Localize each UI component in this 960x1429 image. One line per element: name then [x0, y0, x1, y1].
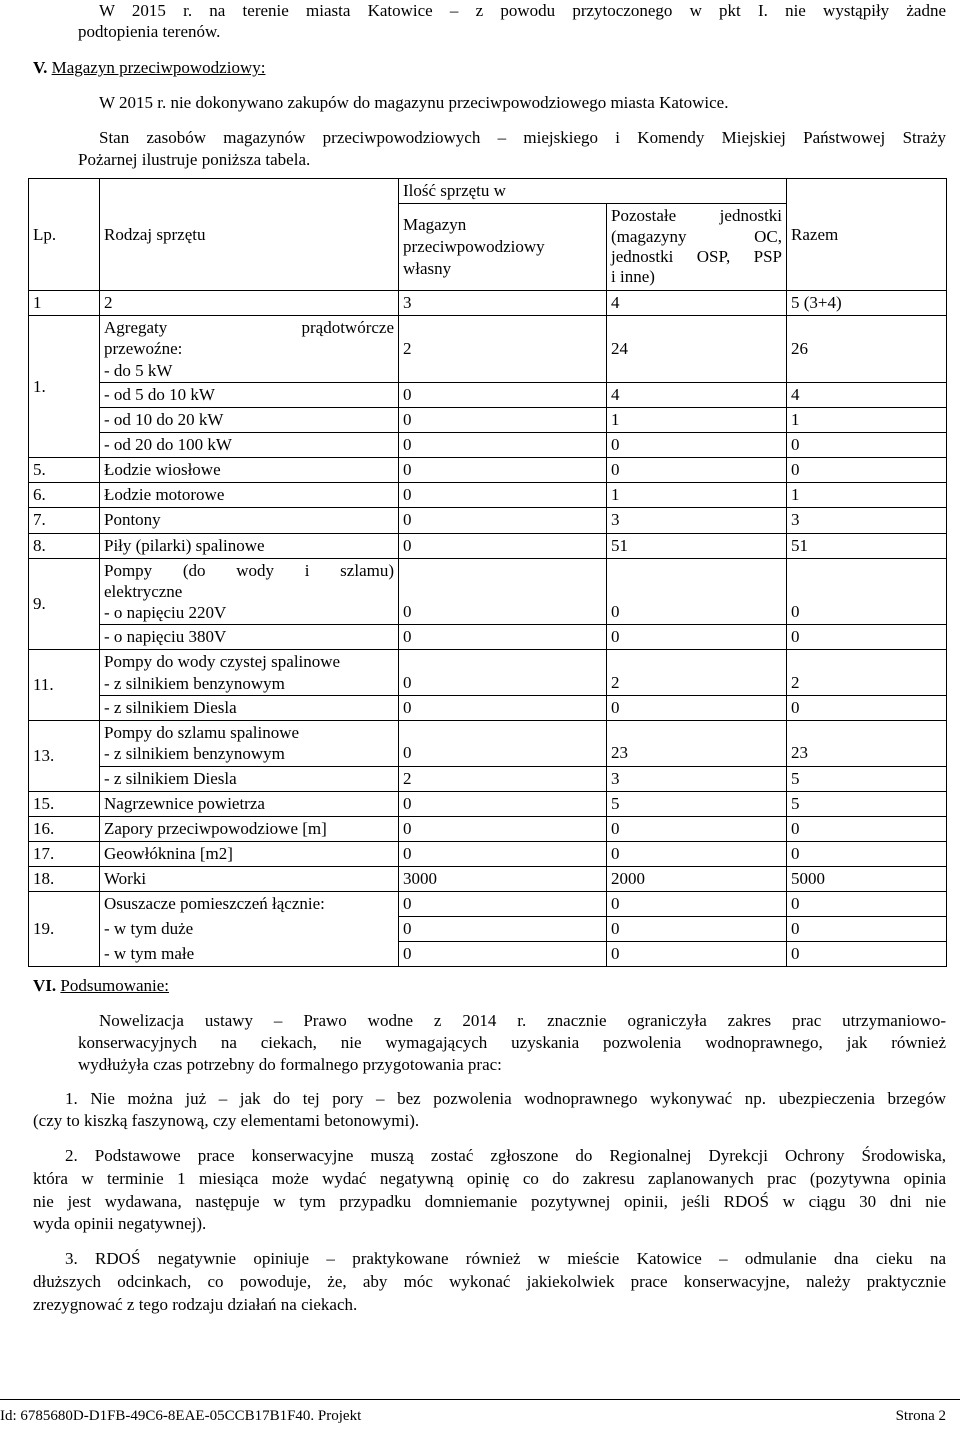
row-raz: 4 [787, 382, 947, 407]
row-raz: 2 [787, 650, 947, 696]
row-mag: 2 [399, 316, 607, 383]
header-pozostale-l2: (magazyny OC, [611, 226, 783, 246]
table-row [29, 408, 947, 433]
row-raz: 0 [787, 841, 947, 866]
row-raz: 0 [787, 433, 947, 458]
header-pozostale-l3: jednostki OSP, PSP [611, 247, 783, 267]
header-magazyn-l1: Magazyn [403, 214, 467, 234]
col-number: 2 [100, 291, 399, 316]
table-header-row [29, 179, 947, 204]
table-row [29, 721, 947, 767]
pompy-czysta-title: Pompy do wody czystej spalinowe [104, 652, 341, 672]
pompy-czysta-sub-name: - z silnikiem benzynowym [104, 673, 285, 693]
section-6-p3-line-4: wyda opinii negatywnej). [33, 1214, 207, 1233]
section-6-p3-line-2: która w terminie 1 miesiąca może wydać negatywną opinię co do zakresu zaplanowanych prac (pozytywna opinia [33, 1169, 946, 1188]
row-raz: 0 [787, 458, 947, 483]
agregaty-title-l1: Agregaty prądotwórcze [104, 318, 394, 338]
row-poz: 3 [607, 508, 787, 533]
row-poz: 0 [607, 433, 787, 458]
section-6-p2-line-1: 1. Nie można już – jak do tej pory – bez pozwolenia wodnoprawnego wykonywać np. ubezpieczenia brzegów [65, 1089, 946, 1108]
row-mag: 0 [399, 508, 607, 533]
row-poz: 23 [607, 721, 787, 767]
page-footer [0, 1399, 960, 1429]
table-row [29, 458, 947, 483]
section-6-p3-line-3: nie jest wydawana, następuje w tym przypadku domniemanie pozytywnej opinii, jeśli RDOŚ w ciągu 30 dni nie [33, 1192, 946, 1211]
pompy-el-sub-name: - o napięciu 220V [104, 603, 227, 623]
col-number: 5 (3+4) [787, 291, 947, 316]
pompy-el-title-l2: elektryczne [104, 581, 183, 601]
row-lp: 5. [29, 458, 100, 483]
row-raz: 26 [787, 316, 947, 383]
row-mag: 0 [399, 408, 607, 433]
row-name: - od 10 do 20 kW [100, 408, 399, 433]
table-row [29, 917, 947, 942]
row-raz: 1 [787, 483, 947, 508]
row-mag: 0 [399, 382, 607, 407]
row-lp: 9. [29, 558, 100, 650]
table-row [29, 791, 947, 816]
row-poz: 0 [607, 942, 787, 967]
header-magazyn-l3: własny [403, 259, 452, 279]
section-6-number: VI. [33, 976, 57, 995]
row-poz: 1 [607, 483, 787, 508]
row-mag: 0 [399, 695, 607, 720]
row-poz: 24 [607, 316, 787, 383]
row-mag: 0 [399, 625, 607, 650]
row-lp: 1. [29, 316, 100, 458]
pompy-szlam-title: Pompy do szlamu spalinowe [104, 723, 300, 743]
row-poz: 5 [607, 791, 787, 816]
table-row [29, 316, 947, 383]
row-poz: 0 [607, 917, 787, 942]
row-poz: 2 [607, 650, 787, 696]
row-raz: 1 [787, 408, 947, 433]
row-raz: 0 [787, 625, 947, 650]
row-mag: 0 [399, 841, 607, 866]
table-row [29, 650, 947, 696]
table-row [29, 942, 947, 967]
pompy-szlam-sub-name: - z silnikiem benzynowym [104, 744, 285, 764]
section-6-p1-line-1: Nowelizacja ustawy – Prawo wodne z 2014 r. znacznie ograniczyła zakres prac utrzymaniowo- [99, 1011, 946, 1030]
row-raz: 5 [787, 766, 947, 791]
section-6-title: Podsumowanie: [60, 976, 170, 995]
row-mag: 0 [399, 942, 607, 967]
section-6-p3-line-1: 2. Podstawowe prace konserwacyjne muszą zostać zgłoszone do Regionalnej Dyrekcji Ochrony Środowiska, [65, 1146, 946, 1165]
row-raz: 0 [787, 816, 947, 841]
row-raz: 0 [787, 942, 947, 967]
row-poz: 3 [607, 766, 787, 791]
row-lp: 18. [29, 866, 100, 891]
row-poz: 0 [607, 625, 787, 650]
section-5-para-1: W 2015 r. nie dokonywano zakupów do magazynu przeciwpowodziowego miasta Katowice. [99, 93, 729, 112]
header-lp: Lp. [29, 179, 100, 291]
row-poz: 4 [607, 382, 787, 407]
table-row [29, 866, 947, 891]
row-poz: 0 [607, 816, 787, 841]
footer-page-number: Strona 2 [895, 1408, 946, 1424]
row-name: Geowłóknina [m2] [100, 841, 399, 866]
header-pozostale [607, 204, 787, 291]
row-raz: 0 [787, 917, 947, 942]
table-row [29, 841, 947, 866]
row-poz: 1 [607, 408, 787, 433]
header-rodzaj: Rodzaj sprzętu [100, 179, 399, 291]
row-raz: 5000 [787, 866, 947, 891]
header-pozostale-l4: i inne) [611, 267, 655, 287]
row-mag: 0 [399, 721, 607, 767]
row-name [100, 721, 399, 767]
row-lp: 6. [29, 483, 100, 508]
section-6-p2-line-2: (czy to kiszką faszynową, czy elementami betonowymi). [33, 1111, 420, 1130]
row-lp: 15. [29, 791, 100, 816]
col-number: 1 [29, 291, 100, 316]
row-name: - od 20 do 100 kW [100, 433, 399, 458]
row-name: Piły (pilarki) spalinowe [100, 533, 399, 558]
row-raz: 51 [787, 533, 947, 558]
header-magazyn-l2: przeciwpowodziowy [403, 237, 545, 257]
row-raz: 0 [787, 892, 947, 917]
row-raz: 0 [787, 558, 947, 625]
row-lp: 7. [29, 508, 100, 533]
table-row [29, 558, 947, 625]
header-ilosc: Ilość sprzętu w [399, 179, 787, 204]
row-raz: 3 [787, 508, 947, 533]
section-6-p4-line-3: zrezygnować z tego rodzaju działań na ciekach. [33, 1295, 358, 1314]
row-mag: 0 [399, 650, 607, 696]
pompy-el-title-l1: Pompy (do wody i szlamu) [104, 560, 394, 580]
section-5-title: Magazyn przeciwpowodziowy: [51, 58, 266, 77]
row-name [100, 558, 399, 625]
row-lp: 16. [29, 816, 100, 841]
row-name: - w tym małe [100, 942, 399, 967]
table-row [29, 533, 947, 558]
table-row [29, 483, 947, 508]
row-poz: 2000 [607, 866, 787, 891]
footer-id: Id: 6785680D-D1FB-49C6-8EAE-05CCB17B1F40. Projekt [0, 1408, 362, 1424]
row-lp: 19. [29, 892, 100, 967]
section-6-p4-line-1: 3. RDOŚ negatywnie opiniuje – praktykowane również w mieście Katowice – odmulanie dna cieku na [65, 1249, 946, 1268]
section-5-number: V. [33, 58, 48, 77]
row-mag: 0 [399, 816, 607, 841]
row-raz: 23 [787, 721, 947, 767]
row-poz: 0 [607, 841, 787, 866]
row-poz: 0 [607, 892, 787, 917]
row-raz: 5 [787, 791, 947, 816]
row-name [100, 650, 399, 696]
section-5-para-2-line-2: Pożarnej ilustruje poniższa tabela. [78, 150, 311, 169]
row-mag: 2 [399, 766, 607, 791]
row-name: - z silnikiem Diesla [100, 766, 399, 791]
row-mag: 0 [399, 433, 607, 458]
row-mag: 0 [399, 892, 607, 917]
table-row [29, 816, 947, 841]
table-row [29, 766, 947, 791]
row-poz: 0 [607, 695, 787, 720]
row-poz: 0 [607, 558, 787, 625]
row-name: Osuszacze pomieszczeń łącznie: [100, 892, 399, 917]
section-5-para-2-line-1: Stan zasobów magazynów przeciwpowodziowych – miejskiego i Komendy Miejskiej Państwowej Straży [99, 128, 946, 147]
row-mag: 3000 [399, 866, 607, 891]
intro-line-2: podtopienia terenów. [78, 22, 221, 41]
row-name: - w tym duże [100, 917, 399, 942]
row-mag: 0 [399, 483, 607, 508]
section-6-p4-line-2: dłuższych odcinkach, co powoduje, że, aby móc wykonać jakiekolwiek prace konserwacyjne, należy praktycznie [33, 1272, 946, 1291]
row-name: - o napięciu 380V [100, 625, 399, 650]
section-5-heading [33, 57, 265, 79]
col-number: 4 [607, 291, 787, 316]
table-row [29, 382, 947, 407]
row-mag: 0 [399, 791, 607, 816]
row-mag: 0 [399, 917, 607, 942]
row-lp: 17. [29, 841, 100, 866]
section-6-p1-line-3: wydłużyła czas potrzebny do formalnego przygotowania prac: [78, 1055, 502, 1074]
row-name: - z silnikiem Diesla [100, 695, 399, 720]
col-number: 3 [399, 291, 607, 316]
row-name: Pontony [100, 508, 399, 533]
table-row [29, 892, 947, 917]
row-name: Zapory przeciwpowodziowe [m] [100, 816, 399, 841]
table-row [29, 291, 947, 316]
row-poz: 51 [607, 533, 787, 558]
header-razem: Razem [787, 179, 947, 291]
row-name: - od 5 do 10 kW [100, 382, 399, 407]
section-6-p1-line-2: konserwacyjnych na ciekach, nie wymagających uzyskania pozwolenia wodnoprawnego, jak również [78, 1033, 946, 1052]
row-name: Łodzie motorowe [100, 483, 399, 508]
table-row [29, 625, 947, 650]
row-lp: 8. [29, 533, 100, 558]
row-name [100, 316, 399, 383]
intro-line-1: W 2015 r. na terenie miasta Katowice – z powodu przytoczonego w pkt I. nie wystąpiły żadne [99, 1, 946, 20]
agregaty-sub-name: - do 5 kW [104, 360, 173, 380]
row-mag: 0 [399, 458, 607, 483]
row-mag: 0 [399, 533, 607, 558]
row-lp: 11. [29, 650, 100, 721]
section-6-heading [33, 975, 169, 997]
row-raz: 0 [787, 695, 947, 720]
agregaty-title-l2: przewoźne: [104, 339, 183, 359]
table-row [29, 433, 947, 458]
table-row [29, 695, 947, 720]
row-mag: 0 [399, 558, 607, 625]
header-magazyn [399, 204, 607, 291]
row-poz: 0 [607, 458, 787, 483]
row-name: Nagrzewnice powietrza [100, 791, 399, 816]
header-pozostale-l1: Pozostałe jednostki [611, 206, 783, 226]
row-name: Worki [100, 866, 399, 891]
row-lp: 13. [29, 721, 100, 792]
row-name: Łodzie wiosłowe [100, 458, 399, 483]
table-row [29, 508, 947, 533]
equipment-table [28, 178, 947, 967]
